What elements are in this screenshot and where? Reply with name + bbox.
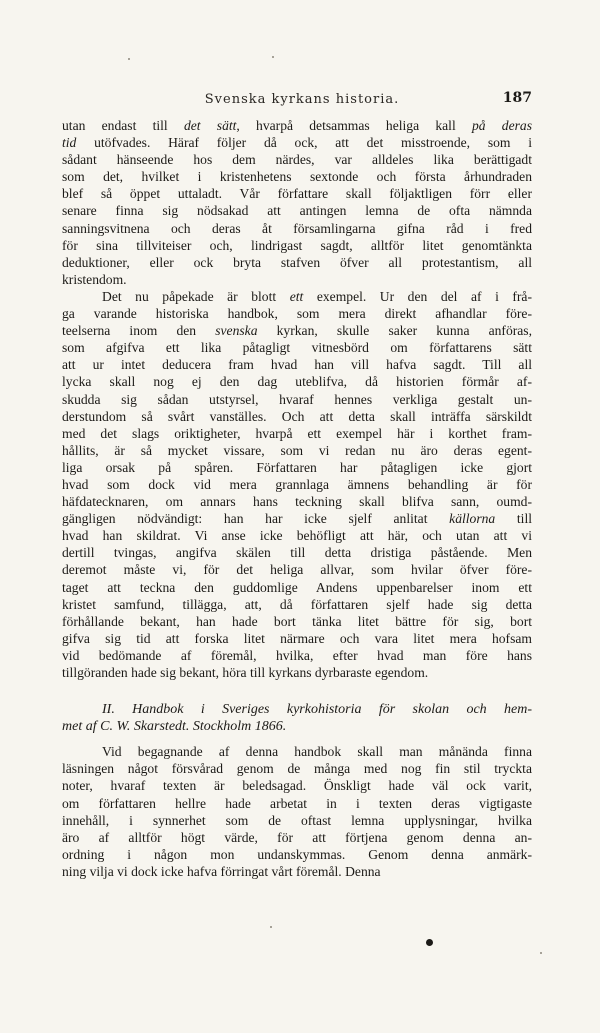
paragraph-3 (62, 743, 532, 880)
text-line (62, 202, 532, 219)
text-run: exempel. Ur den del af i frå- (303, 288, 532, 304)
text-run: deremot måste vi, för det heliga allvar, som hvilar öfver före- (62, 562, 532, 578)
text-run: gifva sig tid att forska litet närmare och vara litet mera hofsam (62, 630, 532, 646)
section-heading-line-2: met af C. W. Skarstedt. Stockholm 1866. (62, 719, 287, 735)
text-run: tid (62, 135, 77, 151)
text-run: ett (289, 288, 304, 304)
text-line (62, 322, 532, 339)
text-run: kristet samfund, tillägga, att, då författaren sjelf hade sig detta (62, 596, 532, 612)
text-run: förhållande bekant, han hade bort tänka litet bättre för sig, bort (62, 613, 532, 629)
text-run: dertill tvingas, angifva skälen till detta dristiga påstående. Men (62, 545, 532, 561)
section-heading-line-1: II. Handbok i Sveriges kyrkohistoria för skolan och hem- (102, 702, 532, 718)
text-run: källorna (449, 511, 496, 527)
text-run: skudda sig sådan utstyrsel, hvaraf hennes verkliga gestalt un- (62, 391, 532, 407)
text-run: som det, hvilket i kristenhetens sextonde och första århundraden (62, 169, 532, 185)
text-line (62, 476, 532, 493)
text-line (62, 237, 532, 254)
page-number: 187 (502, 90, 532, 106)
text-run: på deras (471, 118, 532, 133)
text-run: det sätt (183, 118, 237, 133)
paragraph-1 (62, 117, 532, 288)
text-line (62, 391, 532, 408)
text-line (62, 795, 532, 812)
text-line (62, 630, 532, 647)
section-heading (62, 701, 532, 735)
text-line (62, 743, 532, 760)
text-line (62, 493, 532, 510)
text-run: hvad som dock vid mera grannlaga ämnens behandling är för (62, 476, 532, 492)
text-line (62, 760, 532, 777)
text-line (62, 777, 532, 794)
text-run: taget att teckna den guddomlige Andens uppenbarelser inom ett (62, 579, 532, 595)
text-run: Det nu påpekade är blott (102, 288, 290, 304)
text-run: häfdatecknaren, om annars hans teckning skall blifva sann, oumd- (62, 494, 532, 510)
text-run: blef så öppet uttaladt. Vår författare skall följaktligen förr eller (62, 186, 532, 202)
text-run: ga varande historiska handbok, som mera direkt afhandlar före- (62, 306, 532, 322)
text-run: kristendom. (62, 271, 127, 287)
paragraph-2 (62, 288, 532, 681)
text-line (62, 185, 532, 202)
text-line (62, 647, 532, 664)
text-line (62, 527, 532, 544)
text-run: tillgöranden hade sig bekant, höra till kyrkans dyrbaraste egendom. (62, 665, 429, 680)
text-run: innehåll, i synnerhet som de oftast lemna upplysningar, hvilka (62, 812, 532, 828)
text-run: lycka skall nog ej den dag uteblifva, då historien förmår af- (62, 374, 532, 390)
text-run: , hvarpå detsammas heliga kall (236, 118, 472, 133)
text-line (62, 510, 532, 527)
text-run: senare finna sig nödsakad att antingen lemna de ofta nämnda (62, 203, 532, 219)
text-run: som afgifva ett lika påtagligt vitnesbörd om författarens sätt (62, 340, 532, 356)
text-run: utan endast till (62, 118, 184, 133)
text-line (62, 305, 532, 322)
text-line (62, 544, 532, 561)
text-run: sådant hänseende hos dem närdes, var alldeles lika berättigadt (62, 152, 532, 168)
text-run: ordning i någon mon undanskymmas. Genom denna anmärk- (62, 846, 532, 862)
text-run: deduktioner, eller ock bryta stafven öfver all protestantism, all (62, 254, 532, 270)
paper-speck (540, 952, 542, 954)
body-text (62, 117, 532, 880)
text-line (62, 812, 532, 829)
text-line (62, 220, 532, 237)
paper-speck (270, 926, 272, 928)
text-line (62, 408, 532, 425)
text-line (62, 254, 532, 271)
text-line (62, 846, 532, 863)
text-run: gängligen nödvändigt: han har icke sjelf anlitat (62, 511, 450, 527)
text-line (62, 356, 532, 373)
text-run: teelserna inom den (62, 323, 216, 339)
text-run: om författaren hellre hade arbetat in i texten deras vigtigaste (62, 795, 532, 811)
text-run: läsningen något försvårad genom de många med nog fin stil tryckta (62, 761, 532, 777)
text-line (62, 829, 532, 846)
text-line (62, 168, 532, 185)
text-run: utöfvades. Häraf följer då ock, att det misstroende, som i (76, 135, 532, 151)
text-run: hvad han skildrat. Vi anse icke behöfligt att här, och utan att vi (62, 528, 532, 544)
text-run: att ur intet deducera fram hvad han vill hafva sagdt. Till all (62, 357, 532, 373)
text-line (62, 151, 532, 168)
paper-speck (272, 56, 274, 58)
page-header (62, 92, 532, 112)
running-title: Svenska kyrkans historia. (204, 92, 400, 107)
text-line (62, 339, 532, 356)
text-run: hållits, är så mycket vissare, som vi redan nu äro deras egent- (62, 442, 532, 458)
text-line (62, 459, 532, 476)
text-run: till (495, 511, 532, 527)
text-line (62, 425, 532, 442)
text-line (62, 863, 532, 880)
text-line (62, 579, 532, 596)
text-run: äro af alltför högt värde, för att förtjena genom denna an- (62, 829, 532, 845)
text-line (62, 664, 532, 681)
text-run: liga orsak på spåren. Författaren har påtagligen icke gjort (62, 459, 532, 475)
text-line (62, 134, 532, 151)
text-line (62, 117, 532, 134)
text-run: noter, hvaraf texten är beledsagad. Önskligt hade väl ock varit, (62, 778, 532, 794)
text-line (62, 596, 532, 613)
text-line (62, 271, 532, 288)
text-run: Vid begagnande af denna handbok skall man månända finna (102, 744, 532, 760)
text-run: sanningsvitnena och deras åt församlingarna gifna råd i fred (62, 220, 532, 236)
text-line (62, 613, 532, 630)
paper-speck (128, 58, 130, 60)
text-run: med det slags oriktigheter, hvarpå ett exempel här i korthet fram- (62, 425, 532, 441)
text-run: för sina tillviteiser och, lindrigast sagdt, alltför litet genomtänkta (62, 237, 532, 253)
text-line (62, 373, 532, 390)
text-line (62, 288, 532, 305)
text-run: ning vilja vi dock icke hafva förringat vårt föremål. Denna (62, 863, 381, 879)
text-run: svenska (215, 323, 258, 339)
text-run: vid bedömande af föremål, hvilka, efter hvad man före hans (62, 647, 532, 663)
text-run: derstundom så svårt vanställes. Och att detta skall inträffa särskildt (62, 408, 532, 424)
ink-dot (426, 939, 433, 946)
text-line (62, 561, 532, 578)
text-run: kyrkan, skulle saker kunna anföras, (257, 323, 532, 339)
text-line (62, 442, 532, 459)
